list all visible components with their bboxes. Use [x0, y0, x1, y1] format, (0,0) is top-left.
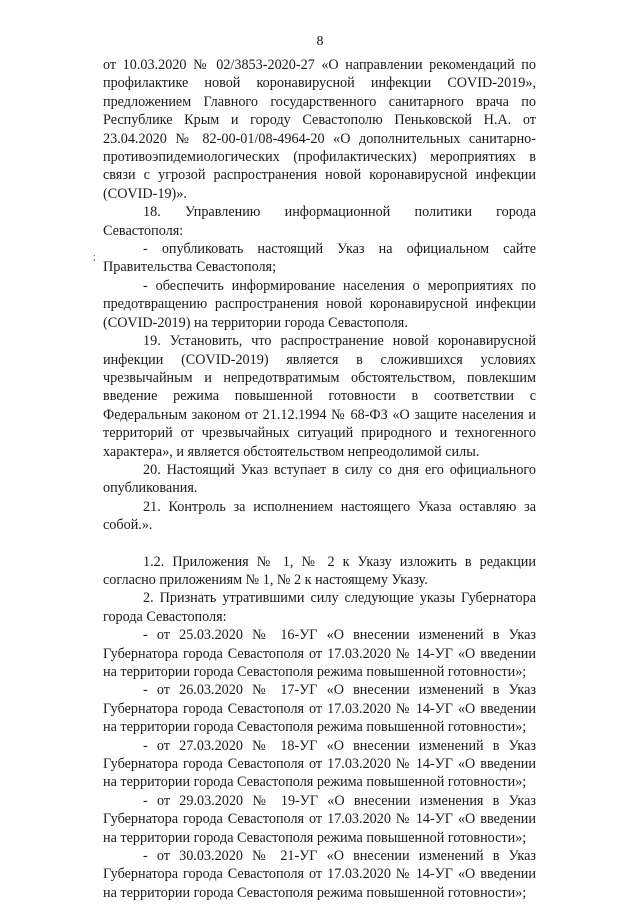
section-gap: [103, 535, 536, 553]
paragraph-18-a: - опубликовать настоящий Указ на официальном сайте Правительства Севастополя;: [103, 241, 536, 276]
paragraph-2-a: - от 25.03.2020 № 16-УГ «О внесении изменений в Указ Губернатора города Севастополя от 17.03.2020 № 14-УГ «О введении на территории города Севастополя режима повышенной готовности»;: [103, 627, 536, 680]
paragraph-18-b: - обеспечить информирование населения о мероприятиях по предотвращению распространения новой коронавирусной инфекции (COVID-2019) на территории города Севастополя.: [103, 277, 536, 331]
paragraph-21: 21. Контроль за исполнением настоящего Указа оставляю за собой.».: [103, 498, 536, 534]
section-after: [103, 553, 536, 903]
paragraph-2-e: - от 30.03.2020 № 21-УГ «О внесении изменений в Указ Губернатора города Севастополя от 17.03.2020 № 14-УГ «О введении на территории города Севастополя режима повышенной готовности»;: [103, 848, 536, 901]
paragraph-2-c: - от 27.03.2020 № 18-УГ «О внесении изменений в Указ Губернатора города Севастополя от 17.03.2020 № 14-УГ «О введении на территории города Севастополя режима повышенной готовности»;: [103, 737, 536, 791]
paragraph-2: 2. Признать утратившими силу следующие указы Губернатора города Севастополя:: [103, 590, 536, 625]
margin-mark: ;: [93, 252, 96, 263]
page-number: 8: [316, 34, 324, 49]
paragraph-2-b: - от 26.03.2020 № 17-УГ «О внесении изменений в Указ Губернатора города Севастополя от 17.03.2020 № 14-УГ «О введении на территории города Севастополя режима повышенной готовности»;: [103, 682, 536, 736]
paragraph-19: 19. Установить, что распространение новой коронавирусной инфекции (COVID-2019) является в сложившихся условиях чрезвычайным и непредотвратимым обстоятельством, повлекшим введение режима повышенной готовности в соответствии с Федеральным законом от 21.12.1994 № 68-ФЗ «О защите населения и территорий от чрезвычайных ситуаций природного и техногенного характера», и является обстоятельством непреодолимой силы.: [103, 333, 536, 460]
paragraph-continuation: от 10.03.2020 № 02/3853-2020-27 «О направлении рекомендаций по профилактике новой коронавирусной инфекции COVID-2019», предложением Главного государственного санитарного врача по Республике Крым и городу Севастополю Пеньковской Н.А. от 23.04.2020 № 82-00-01/08-4964-20 «О дополнительных санитарно-противоэпидемиологических (профилактических) мероприятиях в связи с угрозой распространения новой коронавирусной инфекции (COVID-19)».: [103, 57, 536, 202]
section-before: [103, 56, 536, 535]
document-body: [103, 56, 536, 902]
paragraph-1-2: 1.2. Приложения № 1, № 2 к Указу изложить в редакции согласно приложениям № 1, № 2 к настоящему Указу.: [103, 553, 536, 588]
paragraph-18: 18. Управлению информационной политики города Севастополя:: [103, 204, 536, 239]
paragraph-20: 20. Настоящий Указ вступает в силу со дня его официального опубликования.: [103, 461, 536, 497]
paragraph-2-d: - от 29.03.2020 № 19-УГ «О внесении изменения в Указ Губернатора города Севастополя от 17.03.2020 № 14-УГ «О введении на территории города Севастополя режима повышенной готовности»;: [103, 792, 536, 846]
